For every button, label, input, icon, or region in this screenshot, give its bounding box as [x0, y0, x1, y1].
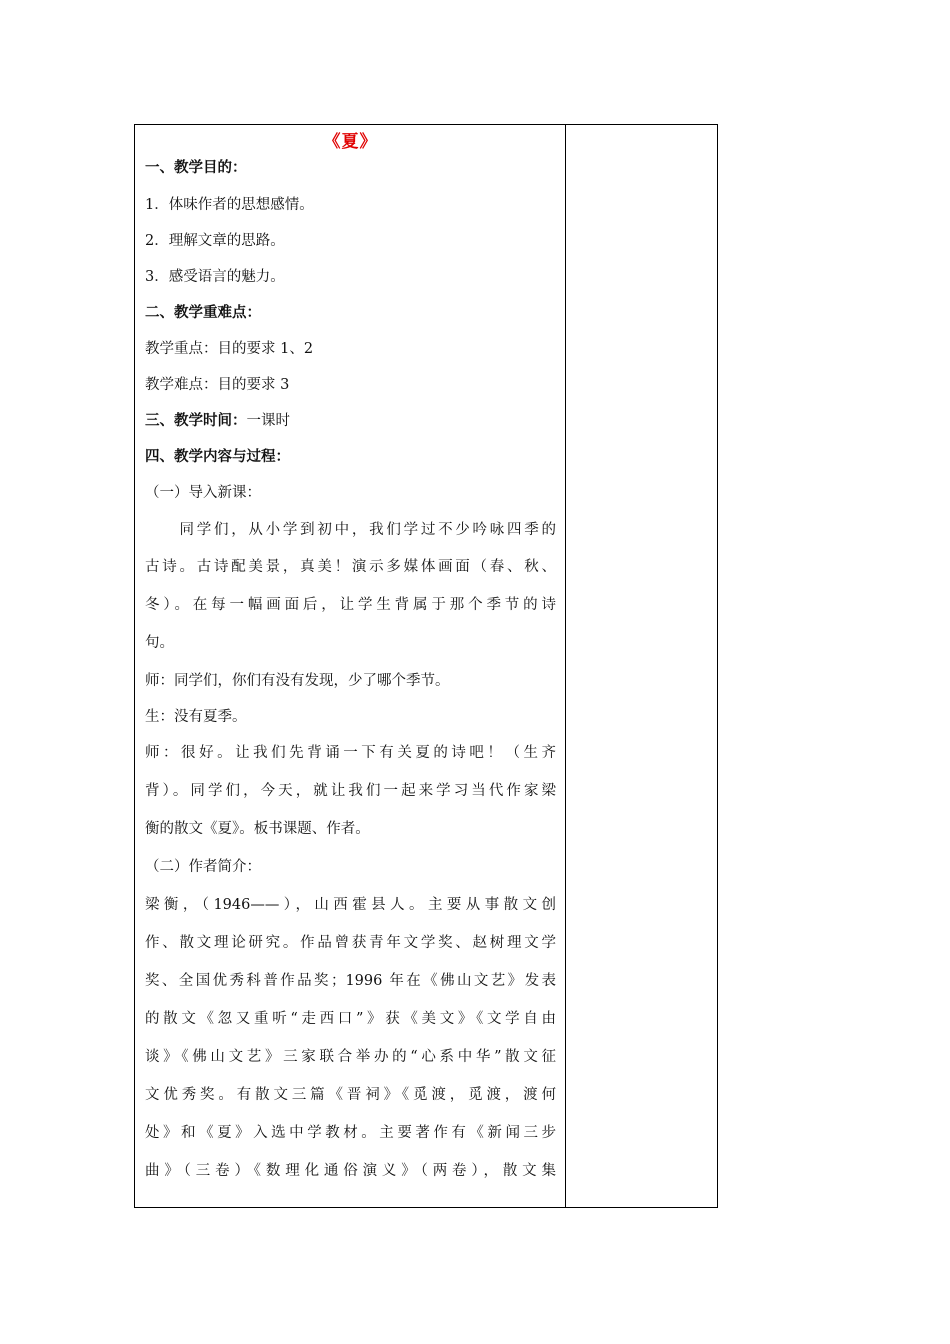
- section-heading: 一、教学目的：: [145, 159, 247, 176]
- text-line: [145, 195, 556, 215]
- text-line: [145, 375, 556, 395]
- text-line: [145, 743, 556, 763]
- line-text: 师：很好。让我们先背诵一下有关夏的诗吧！（生齐: [145, 745, 556, 761]
- line-text: 背）。同学们，今天，就让我们一起来学习当代作家梁: [145, 783, 556, 799]
- line-value: 一课时: [246, 413, 290, 429]
- text-line: [145, 707, 556, 727]
- text-line: [145, 595, 556, 615]
- line-text: 2．理解文章的思路。: [145, 233, 285, 249]
- text-line: [145, 971, 556, 991]
- text-line: [145, 267, 556, 287]
- section-heading: 二、教学重难点：: [145, 304, 261, 321]
- line-text: 梁衡，（1946——），山西霍县人。主要从事散文创: [145, 897, 556, 913]
- line-text: 同学们，从小学到初中，我们学过不少吟咏四季的: [145, 522, 556, 538]
- line-text: 教学难点：目的要求 3: [145, 377, 290, 393]
- text-line: [145, 1085, 556, 1105]
- line-text: 生：没有夏季。: [145, 709, 247, 725]
- text-line: [145, 231, 556, 251]
- text-line: [145, 933, 556, 953]
- text-line: [145, 339, 556, 359]
- text-line: [145, 895, 556, 915]
- text-line: [145, 447, 556, 467]
- line-text: 古诗。古诗配美景，真美！演示多媒体画面（春、秋、: [145, 559, 556, 575]
- text-line: [145, 1161, 556, 1181]
- line-text: 曲》（三卷）《数理化通俗演义》（两卷），散文集: [145, 1163, 556, 1179]
- line-text: 文优秀奖。有散文三篇《晋祠》《觅渡，觅渡，渡何: [145, 1087, 556, 1103]
- line-text: 谈》《佛山文艺》三家联合举办的“心系中华”散文征: [145, 1049, 556, 1065]
- text-line: [145, 857, 556, 877]
- text-line: [145, 303, 556, 323]
- text-line: [145, 557, 556, 577]
- line-text: 冬）。在每一幅画面后，让学生背属于那个季节的诗: [145, 597, 556, 613]
- line-text: 师：同学们，你们有没有发现，少了哪个季节。: [145, 673, 450, 689]
- line-text: （一）导入新课：: [145, 485, 261, 501]
- line-text: 衡的散文《夏》。板书课题、作者。: [145, 821, 370, 837]
- text-line: [145, 1047, 556, 1067]
- section-heading: 四、教学内容与过程：: [145, 448, 290, 465]
- text-line: [145, 520, 556, 540]
- text-line: [145, 671, 556, 691]
- line-text: 的散文《忽又重听“走西口”》获《美文》《文学自由: [145, 1011, 556, 1027]
- line-text: （二）作者简介：: [145, 859, 261, 875]
- line-text: 作、散文理论研究。作品曾获青年文学奖、赵树理文学: [145, 935, 556, 951]
- text-line: [145, 1009, 556, 1029]
- line-text: 1．体味作者的思想感情。: [145, 197, 314, 213]
- line-text: 3．感受语言的魅力。: [145, 269, 285, 285]
- section-heading: 三、教学时间：: [145, 412, 247, 429]
- text-line: [145, 633, 556, 653]
- text-line: [145, 819, 556, 839]
- line-text: 教学重点：目的要求 1、2: [145, 341, 314, 357]
- text-line: [145, 411, 556, 431]
- line-text: 奖、全国优秀科普作品奖；1996 年在《佛山文艺》发表: [145, 973, 556, 989]
- text-line: [145, 781, 556, 801]
- line-text: 句。: [145, 635, 174, 651]
- notes-cell: [566, 125, 717, 1207]
- text-line: [145, 158, 556, 178]
- page-title: 《夏》: [323, 132, 378, 152]
- text-line: [145, 1123, 556, 1143]
- lesson-table: [134, 124, 718, 1208]
- content-cell: [135, 125, 566, 1207]
- line-text: 处》和《夏》入选中学教材。主要著作有《新闻三步: [145, 1125, 556, 1141]
- text-line: [145, 483, 556, 503]
